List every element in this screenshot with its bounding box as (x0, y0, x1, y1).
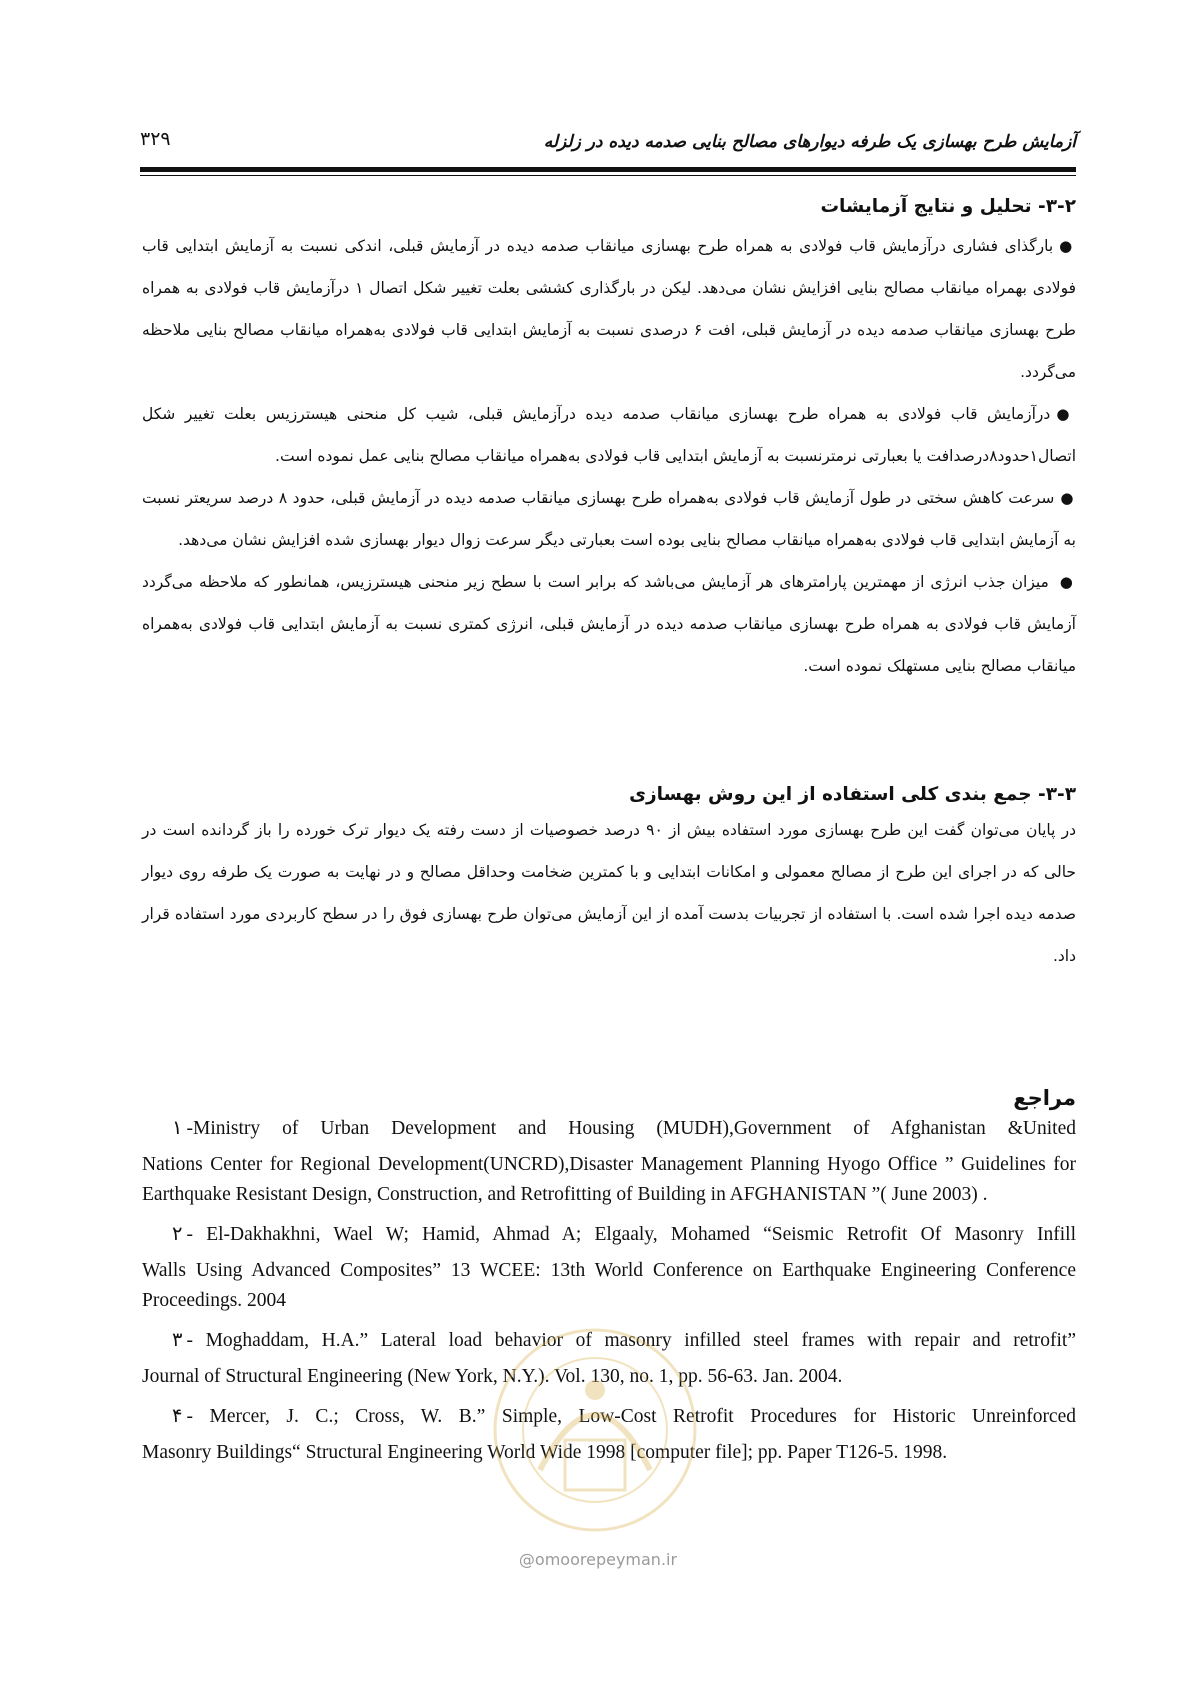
reference-continuation: Masonry Buildings“ Structural Engineering World Wide 1998 [computer file]; pp. Paper T126-5. 1998. (142, 1442, 948, 1463)
section-summary (142, 784, 1076, 977)
watermark-site-text: @omoorepeyman.ir (518, 1550, 678, 1569)
bullet-item (142, 393, 1076, 477)
reference-number: ۲ (172, 1224, 183, 1245)
bullet-item (142, 477, 1076, 561)
summary-paragraph: در پایان می‌توان گفت این طرح بهسازی مورد استفاده بیش از ۹۰ درصد خصوصیات از دست رفته یک دیوار ترک خورده را باز گردانده است در حالی که در اجرای این طرح از مصالح معمولی و امکانات ابتدایی و با کمترین ضخامت وحداقل مصالح و در نهایت به صورت یک طرفه روی دیوار صدمه دیده اجرا شده است. با استفاده از تجربیات بدست آمده از این آزمایش می‌توان طرح بهسازی فوق را در سطح کاربردی مورد استفاده قرار داد. (142, 821, 1077, 965)
header-rule-thick (140, 167, 1076, 172)
reference-continuation: Walls Using Advanced Composites” 13 WCEE: 13th World Conference on Earthquake Engineering Conference Proceedings. 2004 (142, 1260, 1076, 1311)
reference-first-line: ۳ - Moghaddam, H.A.” Lateral load behavior of masonry infilled steel frames with repair and retrofit” (172, 1330, 1076, 1351)
bullet-text: بارگذای فشاری درآزمایش قاب فولادی به همراه طرح بهسازی میانقاب صدمه دیده در آزمایش قبلی، اندکی نسبت به آزمایش ابتدایی قاب فولادی بهمراه میانقاب مصالح بنایی افزایش نشان می‌دهد. لیکن در بارگذاری کششی بعلت تغییر شکل اتصال ۱ درآزمایش قاب فولادی به همراه طرح بهسازی میانقاب صدمه دیده در آزمایش قبلی، افت ۶ درصدی نسبت به آزمایش ابتدایی قاب فولادی به‌همراه میانقاب مصالح بنایی ملاحظه می‌گردد. (142, 237, 1077, 381)
references-heading: مراجع (1013, 1086, 1076, 1110)
reference-first-line: ۴ - Mercer, J. C.; Cross, W. B.” Simple, Low-Cost Retrofit Procedures for Historic Unreinforced (172, 1406, 1076, 1427)
bullet-text: میزان جذب انرژی از مهمترین پارامترهای هر آزمایش می‌باشد که برابر است با سطح زیر منحنی هیسترزیس، همانطور که ملاحظه می‌گردد آزمایش قاب فولادی به همراه طرح بهسازی میانقاب صدمه دیده در آزمایش قبلی، انرژی کمتری نسبت به آزمایش ابتدایی قاب فولادی به‌همراه میانقاب مصالح بنایی مستهلک نموده است. (142, 573, 1076, 675)
reference-number: ۴ (172, 1406, 183, 1427)
reference-first-line: ۲ - El-Dakhakhni, Wael W; Hamid, Ahmad A; Elgaaly, Mohamed “Seismic Retrofit Of Masonry Infill (172, 1224, 1076, 1245)
bullet-icon: ● (1059, 573, 1074, 591)
bullet-list (142, 225, 1076, 687)
reference-number: ۱ (172, 1118, 183, 1139)
section-heading-3-2: ۳-۲- تحلیل و نتایج آزمایشات (820, 196, 1076, 217)
section-analysis-results (142, 196, 1076, 687)
reference-number: ۳ (172, 1330, 183, 1351)
reference-continuation: Journal of Structural Engineering (New York, N.Y.). Vol. 130, no. 1, pp. 56-63. Jan. 2004. (142, 1366, 843, 1387)
reference-item (142, 1220, 1076, 1316)
running-header-title: آزمایش طرح بهسازی یک طرفه دیوارهای مصالح بنایی صدمه دیده در زلزله (543, 132, 1076, 152)
section-heading-3-3: ۳-۳- جمع بندی کلی استفاده از این روش بهسازی (629, 784, 1076, 805)
bullet-icon: ● (1056, 405, 1075, 423)
header-rule-thin (140, 175, 1076, 176)
bullet-item (142, 561, 1076, 687)
bullet-text: درآزمایش قاب فولادی به همراه طرح بهسازی میانقاب صدمه دیده درآزمایش قبلی، شیب کل منحنی هیسترزیس بعلت تغییر شکل اتصال۱حدود۸درصدافت یا بعبارتی نرمترنسبت به آزمایش ابتدایی قاب فولادی به‌همراه میانقاب مصالح بنایی عمل نموده است. (142, 405, 1076, 465)
reference-first-line: ۱ -Ministry of Urban Development and Housing (MUDH),Government of Afghanistan &United (172, 1118, 1076, 1139)
reference-continuation: Nations Center for Regional Development(UNCRD),Disaster Management Planning Hyogo Office ” Guidelines for Earthquake Resistant Design, Construction, and Retrofitting of Building in AFGHANISTAN ”( June 2003) . (142, 1154, 1076, 1205)
page-number: ۳۲۹ (140, 128, 171, 150)
running-header (140, 124, 1076, 164)
bullet-icon: ● (1059, 237, 1074, 255)
bullet-icon: ● (1060, 489, 1075, 507)
at-icon: @ (518, 1550, 535, 1569)
reference-item (142, 1114, 1076, 1210)
watermark-logo (480, 1320, 710, 1550)
bullet-item (142, 225, 1076, 393)
bullet-text: سرعت کاهش سختی در طول آزمایش قاب فولادی به‌همراه طرح بهسازی میانقاب صدمه دیده در آزمایش قبلی، حدود ۸ درصد سریعتر نسبت به آزمایش ابتدایی قاب فولادی به‌همراه میانقاب مصالح بنایی بوده است بعبارتی دیگر سرعت زوال دیوار بهسازی شده افزایش نشان می‌دهد. (142, 489, 1076, 549)
